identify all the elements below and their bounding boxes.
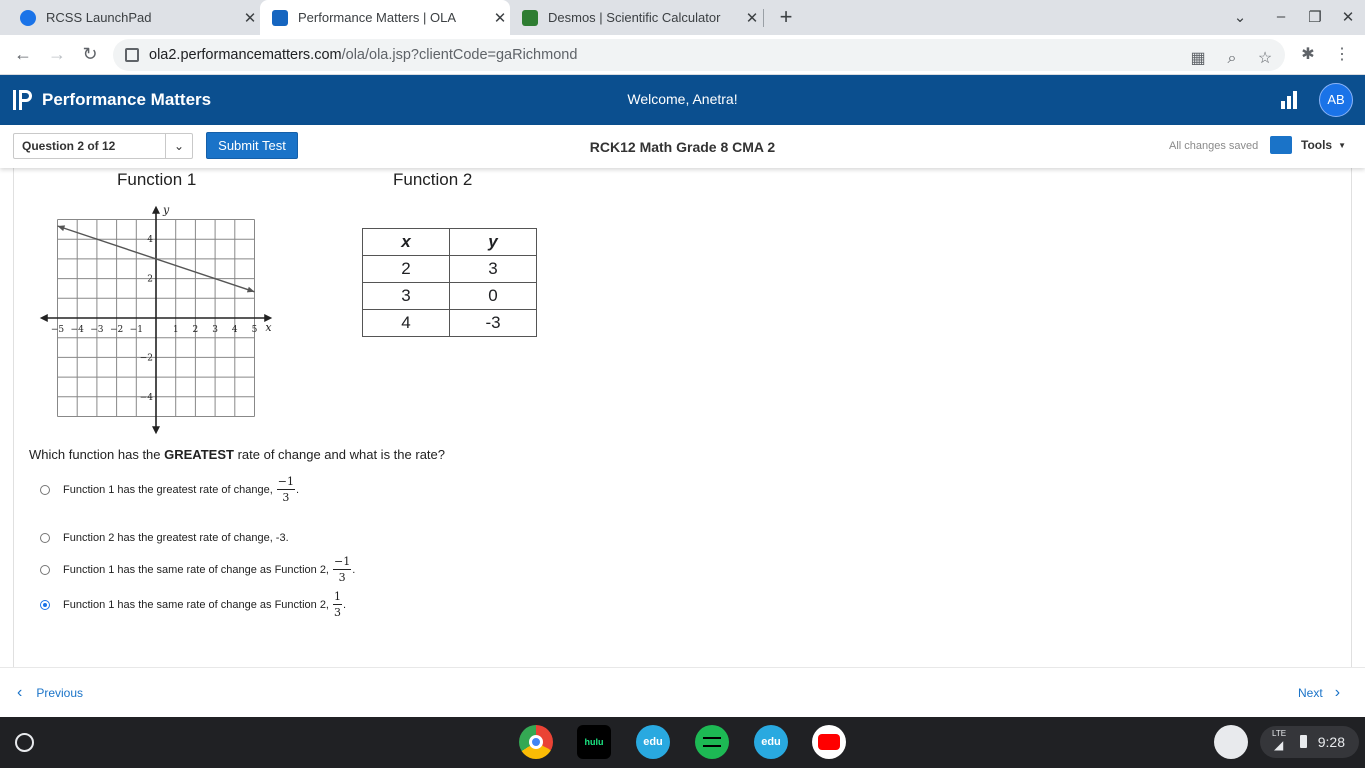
tab-search-chevron-icon[interactable]: ⌄	[1233, 9, 1247, 26]
fraction	[277, 475, 295, 504]
youtube-app-icon[interactable]	[812, 725, 846, 759]
question-text: Which function has the	[29, 447, 165, 462]
toolbox-icon	[1270, 136, 1292, 154]
x-tick-label: −1	[129, 325, 143, 335]
os-shelf	[0, 717, 1365, 768]
fraction-numerator: −1	[334, 555, 351, 568]
radio-button[interactable]	[40, 485, 50, 495]
caret-down-icon: ▼	[1338, 140, 1347, 150]
option-suffix: .	[352, 563, 356, 576]
url-host: ola2.performancematters.com	[149, 47, 342, 63]
user-avatar[interactable]: AB	[1319, 83, 1353, 117]
desmos-favicon-icon	[522, 10, 538, 26]
tab-title: RCSS LaunchPad	[46, 10, 152, 25]
x-tick-label: 3	[212, 325, 218, 335]
y-tick-label: 4	[147, 235, 153, 246]
radio-button[interactable]	[40, 533, 50, 543]
y-tick-label: −2	[139, 353, 153, 364]
table-header-x: x	[363, 229, 450, 256]
forward-icon[interactable]: →	[48, 44, 66, 64]
tab-title: Performance Matters | OLA	[298, 10, 456, 25]
clock-time: 9:28	[1317, 734, 1345, 750]
close-icon[interactable]: ✕	[745, 9, 759, 27]
battery-icon	[1300, 735, 1307, 748]
url-text[interactable]	[149, 47, 577, 63]
close-icon[interactable]: ✕	[243, 9, 257, 27]
question-bar	[0, 125, 1365, 168]
x-tick-label: 4	[231, 325, 238, 335]
hulu-label: hulu	[584, 737, 604, 747]
x-tick-label: 2	[192, 325, 199, 335]
network-type: LTE	[1272, 729, 1287, 738]
x-tick-label: 1	[172, 325, 179, 335]
next-button[interactable]	[1298, 684, 1340, 702]
tab-rcss-launchpad[interactable]	[8, 0, 260, 35]
close-icon[interactable]: ✕	[493, 9, 507, 27]
answer-option-a[interactable]	[40, 475, 299, 504]
tools-menu[interactable]	[1270, 136, 1346, 154]
tools-label: Tools	[1301, 138, 1333, 152]
table-cell: 3	[450, 256, 537, 283]
option-suffix: .	[295, 483, 300, 496]
test-title: RCK12 Math Grade 8 CMA 2	[589, 139, 776, 155]
option-text: Function 1 has the same rate of change as Function 2,	[63, 598, 329, 611]
radio-button[interactable]	[40, 565, 50, 575]
radio-button-selected[interactable]	[40, 600, 50, 610]
option-text: Function 1 has the greatest rate of change,	[63, 483, 273, 496]
save-status: All changes saved	[1169, 140, 1259, 152]
brand-name: Performance Matters	[42, 90, 212, 109]
function1-label: Function 1	[117, 170, 197, 189]
minimize-icon[interactable]: –	[1276, 8, 1286, 25]
question-text: rate of change and what is the rate?	[233, 447, 445, 462]
line-arrow	[58, 225, 66, 231]
back-icon[interactable]: ←	[14, 44, 32, 64]
function1-graph	[36, 200, 281, 435]
y-axis-arrow	[152, 426, 160, 434]
fraction-denominator: 3	[334, 606, 341, 619]
x-tick-label: −5	[50, 325, 65, 335]
signal-icon: ◢	[1274, 738, 1284, 752]
fraction-denominator: 3	[282, 491, 290, 504]
fraction	[333, 555, 351, 584]
answer-option-b[interactable]	[40, 532, 289, 544]
navigation-footer	[0, 667, 1365, 717]
fraction-numerator: 1	[334, 590, 341, 603]
reload-icon[interactable]: ↻	[82, 44, 98, 64]
new-tab-icon[interactable]: +	[779, 4, 793, 29]
answer-option-c[interactable]	[40, 555, 355, 584]
tab-separator	[763, 9, 764, 27]
edu-label: edu	[643, 736, 663, 748]
option-text: Function 2 has the greatest rate of change, -3.	[63, 532, 289, 544]
question-content	[13, 168, 1352, 667]
more-menu-icon[interactable]: ⋮	[1334, 46, 1350, 63]
table-cell: 3	[363, 283, 450, 310]
tab-desmos[interactable]	[510, 0, 762, 35]
y-axis-label: y	[163, 203, 170, 217]
restore-icon[interactable]: ❐	[1308, 9, 1322, 26]
next-label: Next	[1298, 686, 1323, 700]
tab-title: Desmos | Scientific Calculator	[548, 10, 721, 25]
tab-performance-matters[interactable]	[260, 0, 510, 35]
chrome-app-icon[interactable]	[519, 725, 553, 759]
edu-label: edu	[761, 736, 781, 748]
fraction	[333, 590, 342, 619]
chevron-left-icon: ‹	[17, 684, 23, 701]
table-header-y: y	[450, 229, 537, 256]
option-text: Function 1 has the same rate of change as Function 2,	[63, 563, 329, 576]
app-header	[0, 75, 1365, 125]
line-arrow	[247, 287, 255, 293]
launcher-icon[interactable]	[15, 733, 34, 752]
bar-chart-icon[interactable]	[1280, 91, 1298, 109]
hulu-app-icon[interactable]	[577, 725, 611, 759]
fraction-numerator: −1	[277, 475, 294, 488]
table-row	[363, 310, 537, 337]
answer-option-d[interactable]	[40, 590, 346, 619]
edu-app-icon[interactable]	[636, 725, 670, 759]
x-axis-label: x	[265, 321, 272, 334]
site-info-icon[interactable]	[125, 48, 139, 62]
qr-code-icon[interactable]: ▦	[1190, 50, 1206, 67]
option-suffix: .	[343, 598, 347, 611]
previous-label: Previous	[36, 686, 84, 700]
table-cell: 2	[363, 256, 450, 283]
close-window-icon[interactable]: ✕	[1341, 9, 1355, 26]
user-avatar-tray-icon[interactable]	[1214, 725, 1248, 759]
cloud-favicon-icon	[20, 10, 36, 26]
status-tray[interactable]	[1260, 726, 1359, 758]
edu-app-icon[interactable]	[754, 725, 788, 759]
function2-label: Function 2	[393, 170, 473, 189]
zoom-icon[interactable]: ⌕	[1227, 50, 1237, 67]
y-tick-label: 2	[147, 274, 153, 285]
pm-favicon-icon	[272, 10, 288, 26]
function2-table	[362, 228, 537, 337]
y-tick-label: −4	[139, 392, 153, 403]
chevron-right-icon: ›	[1334, 684, 1341, 701]
fraction-denominator: 3	[338, 571, 346, 584]
previous-button[interactable]	[17, 684, 83, 702]
table-cell: 0	[450, 283, 537, 310]
question-emphasis: GREATEST	[164, 447, 234, 462]
x-tick-label: −4	[70, 325, 84, 335]
question-prompt	[29, 447, 445, 462]
chevron-down-icon[interactable]: ⌄	[165, 134, 192, 158]
x-axis-arrow	[40, 314, 48, 322]
bookmark-star-icon[interactable]: ☆	[1257, 50, 1273, 67]
question-selector-label: Question 2 of 12	[22, 139, 116, 153]
welcome-message: Welcome, Anetra!	[627, 91, 738, 107]
spotify-app-icon[interactable]	[695, 725, 729, 759]
x-tick-label: 5	[251, 325, 258, 335]
table-row	[363, 256, 537, 283]
table-cell: -3	[450, 310, 537, 337]
tab-strip	[0, 0, 1365, 35]
table-row	[363, 283, 537, 310]
table-cell: 4	[363, 310, 450, 337]
address-bar[interactable]	[113, 39, 1285, 71]
submit-test-button[interactable]: Submit Test	[206, 132, 298, 159]
extensions-puzzle-icon[interactable]: ✱	[1301, 46, 1315, 63]
x-tick-label: −2	[109, 325, 124, 335]
y-axis-arrow	[152, 206, 160, 214]
x-tick-label: −3	[90, 325, 104, 335]
url-path: /ola/ola.jsp?clientCode=gaRichmond	[341, 47, 578, 63]
browser-toolbar	[0, 35, 1365, 75]
